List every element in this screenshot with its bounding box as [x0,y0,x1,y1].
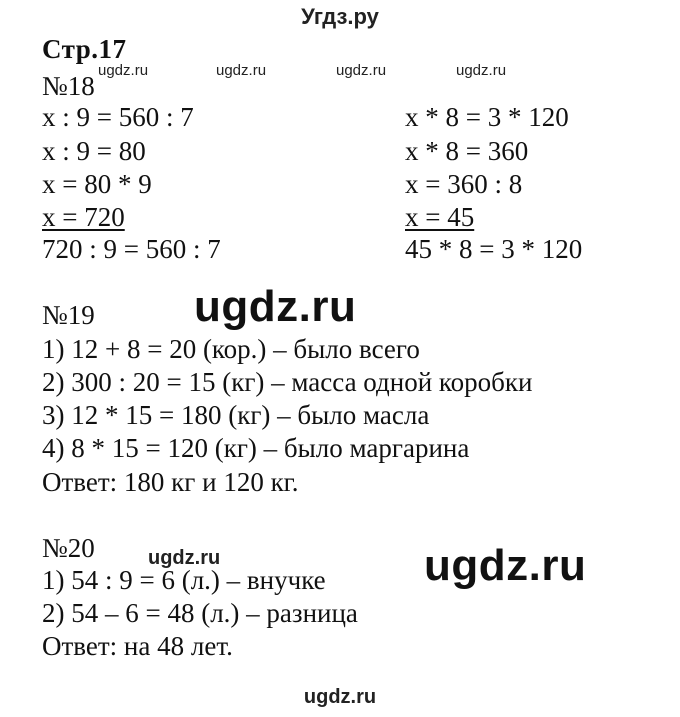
task-18-left-line: x : 9 = 80 [42,136,146,166]
task-19-line: 2) 300 : 20 = 15 (кг) – масса одной коробки [42,367,533,397]
task-18-right-line: x = 360 : 8 [405,169,523,199]
task-18-left-line: x : 9 = 560 : 7 [42,102,194,132]
watermark: ugdz.ru [456,62,507,79]
watermark: ugdz.ru [148,547,221,569]
task-18-right-line: x * 8 = 3 * 120 [405,102,569,132]
page-label: Стр.17 [42,34,127,64]
task-18-left-line: x = 80 * 9 [42,169,152,199]
task-18-left-check: 720 : 9 = 560 : 7 [42,234,221,264]
task-19-line: 4) 8 * 15 = 120 (кг) – было маргарина [42,433,470,463]
task-19-line: 1) 12 + 8 = 20 (кор.) – было всего [42,334,420,364]
task-20-number: №20 [42,533,95,563]
watermark: ugdz.ru [98,62,149,79]
task-18-right-answer: x = 45 [405,202,475,232]
task-18-left-answer: x = 720 [42,202,125,232]
task-20-line: 2) 54 – 6 = 48 (л.) – разница [42,598,358,628]
watermark: ugdz.ru [424,541,587,590]
task-20-line: 1) 54 : 9 = 6 (л.) – внучке [42,565,326,595]
task-19-number: №19 [42,300,95,330]
watermark: ugdz.ru [336,62,387,79]
task-20-answer: Ответ: на 48 лет. [42,631,233,661]
watermark: ugdz.ru [216,62,267,79]
watermark: ugdz.ru [303,686,377,708]
task-18-right-line: x * 8 = 360 [405,136,529,166]
watermark: ugdz.ru [194,282,357,331]
site-title: Угдз.ру [301,4,379,29]
task-19-answer: Ответ: 180 кг и 120 кг. [42,467,299,497]
task-19-line: 3) 12 * 15 = 180 (кг) – было масла [42,400,430,430]
task-18-number: №18 [42,71,95,101]
task-18-right-check: 45 * 8 = 3 * 120 [405,234,583,264]
